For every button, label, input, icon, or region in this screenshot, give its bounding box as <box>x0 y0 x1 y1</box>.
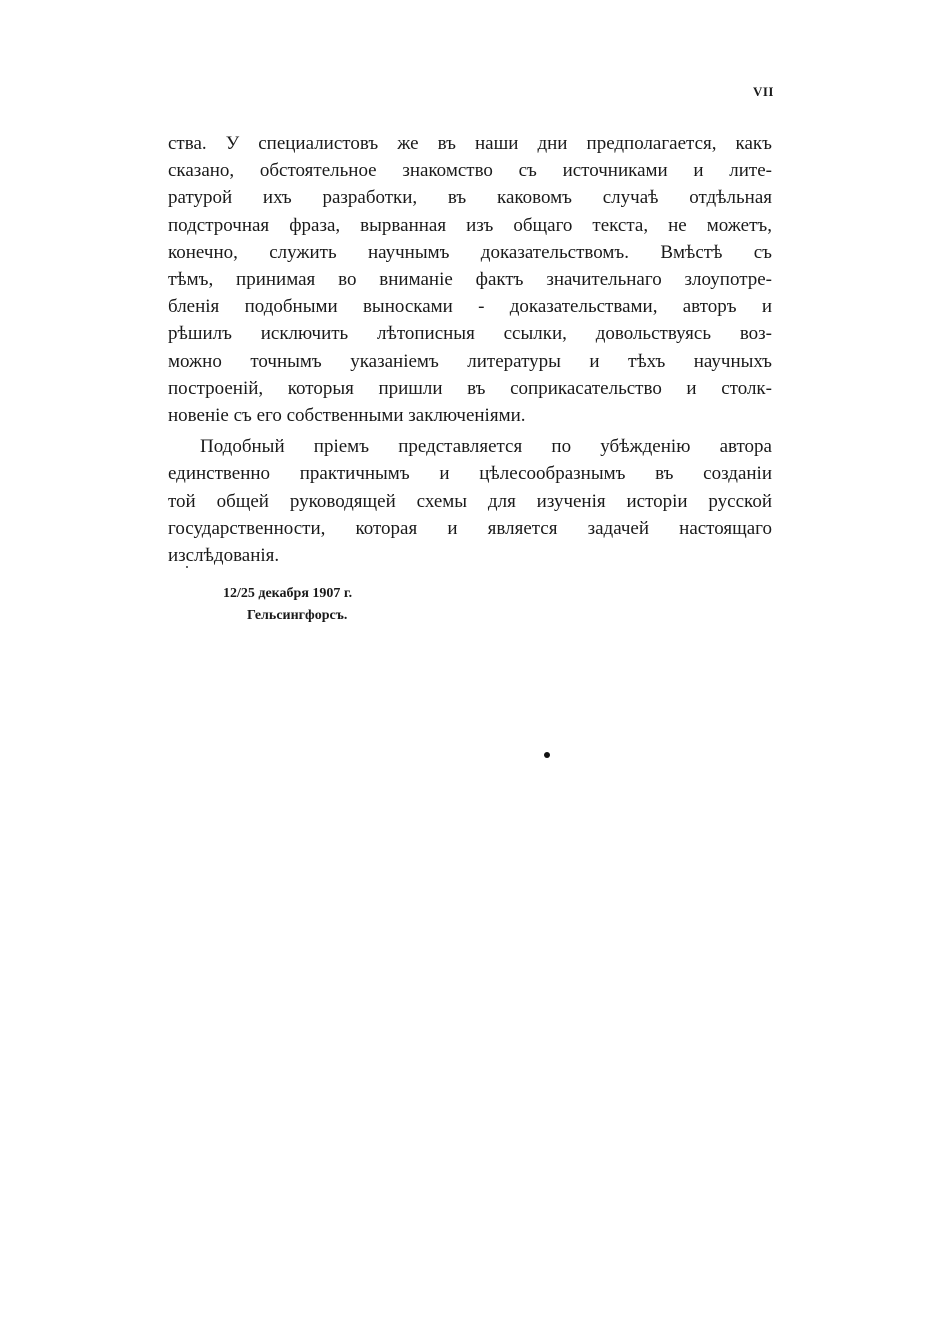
signature <box>223 583 352 627</box>
paragraph-2 <box>168 433 772 569</box>
text-line: конечно, служить научнымъ доказательствомъ. Вмѣстѣ съ <box>168 241 772 263</box>
text-line: той общей руководящей схемы для изученія исторіи русской <box>168 490 772 512</box>
text-line: ства. У специалистовъ же въ наши дни предполагается, какъ <box>168 133 772 154</box>
text-line: тѣмъ, принимая во вниманіе фактъ значительнаго злоупотре- <box>168 269 772 291</box>
text-line: государственности, которая и является задачей настоящаго <box>168 517 772 539</box>
text-line: бленія подобными выносками - доказательствами, авторъ и <box>168 296 772 318</box>
text-line: единственно практичнымъ и цѣлесообразнымъ въ созданіи <box>168 463 772 485</box>
paragraph-1 <box>168 130 772 429</box>
stray-mark <box>186 566 188 568</box>
center-dot-mark <box>544 752 550 758</box>
text-line: ратурой ихъ разработки, въ каковомъ случаѣ отдѣльная <box>168 187 772 209</box>
text-line: можно точнымъ указаніемъ литературы и тѣхъ научныхъ <box>168 350 772 372</box>
signature-place: Гельсингфорсъ. <box>247 608 348 623</box>
text-line: новеніе съ его собственными заключеніями. <box>168 405 526 427</box>
body-text <box>168 130 772 569</box>
page-number: VII <box>752 84 774 99</box>
text-line: построеній, которыя пришли въ соприкасательство и столк- <box>168 377 772 399</box>
signature-date: 12/25 декабря 1907 г. <box>223 586 353 601</box>
text-line: подстрочная фраза, вырванная изъ общаго текста, не можетъ, <box>168 214 772 236</box>
text-line: сказано, обстоятельное знакомство съ источниками и лите- <box>168 160 772 182</box>
text-line: рѣшилъ исключить лѣтописныя ссылки, довольствуясь воз- <box>168 323 772 345</box>
text-line: Подобный пріемъ представляется по убѣжденію автора <box>200 436 772 458</box>
text-line: изслѣдованія. <box>168 545 280 567</box>
